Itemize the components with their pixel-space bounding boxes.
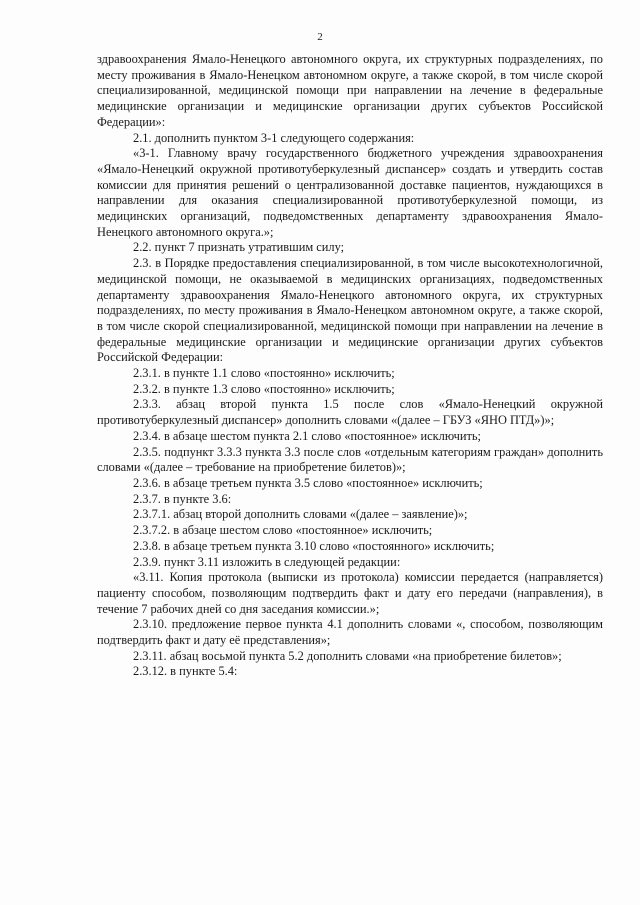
paragraph: «3.11. Копия протокола (выписки из протокола) комиссии передается (направляется) пациенту способом, позволяющим подтвердить факт и дату его передачи (направления), в течение 7 рабочих дней со дня заседания комиссии.»; (97, 570, 603, 616)
paragraph: 2.3.5. подпункт 3.3.3 пункта 3.3 после слов «отдельным категориям граждан» дополнить словами «(далее – требование на приобретение билетов)»; (97, 444, 603, 475)
document-body (97, 52, 603, 680)
paragraph: 2.3.8. в абзаце третьем пункта 3.10 слово «постоянного» исключить; (133, 538, 495, 553)
paragraph: 2.3.3. абзац второй пункта 1.5 после слов «Ямало-Ненецкий окружной противотуберкулезный диспансер» дополнить словами «(далее – ГБУЗ «ЯНО ПТД»)»; (97, 397, 603, 428)
paragraph: 2.3.10. предложение первое пункта 4.1 дополнить словами «, способом, позволяющим подтвердить факт и дату её представления»; (97, 617, 603, 648)
paragraph: 2.3.6. в абзаце третьем пункта 3.5 слово «постоянное» исключить; (133, 475, 483, 490)
page-number: 2 (317, 31, 323, 43)
paragraph: 2.3.12. в пункте 5.4: (133, 664, 238, 679)
paragraph: 2.1. дополнить пунктом 3-1 следующего содержания: (133, 130, 415, 145)
paragraph: «3-1. Главному врачу государственного бюджетного учреждения здравоохранения «Ямало-Ненецкий окружной противотуберкулезный диспансер» создать и утвердить состав комиссии для принятия решений о централизованной доставке пациентов, нуждающихся в направлении для оказания специализированной противотуберкулезной помощи, из медицинских организаций, подведомственных департаменту здравоохранения Ямало-Ненецкого автономного округа.»; (97, 146, 603, 239)
paragraph: здравоохранения Ямало-Ненецкого автономного округа, их структурных подразделениях, по месту проживания в Ямало-Ненецком автономном округе, а также скорой, в том числе скорой специализированной, медицинской помощи при направлении на лечение в федеральные медицинские организации и медицинские организации других субъектов Российской Федерации»: (97, 52, 603, 129)
paragraph: 2.3.7.1. абзац второй дополнить словами «(далее – заявление)»; (133, 507, 468, 522)
paragraph: 2.3.7. в пункте 3.6: (133, 491, 232, 506)
paragraph: 2.3.11. абзац восьмой пункта 5.2 дополнить словами «на приобретение билетов»; (133, 648, 562, 663)
paragraph: 2.3.2. в пункте 1.3 слово «постоянно» исключить; (133, 381, 395, 396)
paragraph: 2.3.4. в абзаце шестом пункта 2.1 слово «постоянное» исключить; (133, 428, 481, 443)
paragraph: 2.3.1. в пункте 1.1 слово «постоянно» исключить; (133, 366, 395, 381)
paragraph: 2.3.7.2. в абзаце шестом слово «постоянное» исключить; (133, 523, 433, 538)
paragraph: 2.3. в Порядке предоставления специализированной, в том числе высокотехнологичной, медицинской помощи, не оказываемой в медицинских организациях, подведомственных департаменту здравоохранения Ямало-Ненецкого автономного округа, их структурных подразделениях, по месту проживания в Ямало-Ненецком автономном округе, а также скорой, в том числе скорой специализированной, медицинской помощи при направлении на лечение в федеральные медицинские организации и медицинские организации других субъектов Российской Федерации: (97, 256, 603, 365)
paragraph: 2.2. пункт 7 признать утратившим силу; (133, 240, 345, 255)
paragraph: 2.3.9. пункт 3.11 изложить в следующей редакции: (133, 554, 401, 569)
